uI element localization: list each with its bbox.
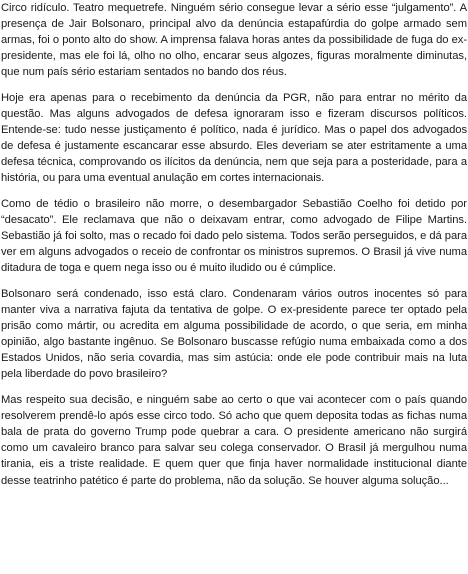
article-paragraph-5: Mas respeito sua decisão, e ninguém sabe ao certo o que vai acontecer com o país quando resolverem prendê-lo após esse circo todo. Só acho que quem deposita todas as fichas numa bala de prata do governo Trump pode quebrar a cara. O presidente americano não surgirá como um cavaleiro branco para salvar seu colega conservador. O Brasil já mergulhou numa tirania, eis a triste realidade. E quem quer que finja haver normalidade institucional diante desse teatrinho patético é parte do problema, não da solução. Se houver alguma solução... — [1, 394, 467, 487]
article-paragraph-4: Bolsonaro será condenado, isso está claro. Condenaram vários outros inocentes só para manter viva a narrativa fajuta da tentativa de golpe. O ex-presidente parece ter optado pela prisão como mártir, ou acredita em alguma possibilidade de acordo, o que seria, em minha opinião, algo bastante ingênuo. Se Bolsonaro buscasse refúgio numa embaixada como a dos Estados Unidos, não seria covardia, mas sim astúcia: onde ele pode contribuir mais na luta pela liberdade do povo brasileiro? — [1, 288, 467, 381]
article-paragraph-1: Circo ridículo. Teatro mequetrefe. Ninguém sério consegue levar a sério esse “julgamento”. A presença de Jair Bolsonaro, principal alvo da denúncia estapafúrdia do golpe armado sem armas, foi o ponto alto do show. A imprensa falava horas antes da possibilidade de fuga do ex-presidente, mas ele foi lá, olho no olho, encarar seus algozes, figuras moralmente diminutas, que num país sério estariam sentados no bando dos réus. — [1, 2, 467, 79]
article-paragraph-3: Como de tédio o brasileiro não morre, o desembargador Sebastião Coelho foi detido por “desacato”. Ele reclamava que não o deixavam entrar, como advogado de Filipe Martins. Sebastião já foi solto, mas o recado foi dado pelo sistema. Todos serão perseguidos, e dá para ver em alguns advogados o receio de confrontar os ministros supremos. O Brasil já vive numa ditadura de toga e quem nega isso ou é muito iludido ou é cúmplice. — [1, 198, 467, 275]
article-paragraph-2: Hoje era apenas para o recebimento da denúncia da PGR, não para entrar no mérito da questão. Mas alguns advogados de defesa ignoraram isso e fizeram discursos políticos. Entende-se: tudo nesse justiçamento é político, nada é jurídico. Mas o papel dos advogados de defesa é justamente escancarar esse absurdo. Eles deveriam se ater estritamente a uma defesa técnica, comprovando os ilícitos da denúncia, nem que seja para a posteridade, para a história, ou para uma eventual anulação em cortes internacionais. — [1, 91, 467, 185]
